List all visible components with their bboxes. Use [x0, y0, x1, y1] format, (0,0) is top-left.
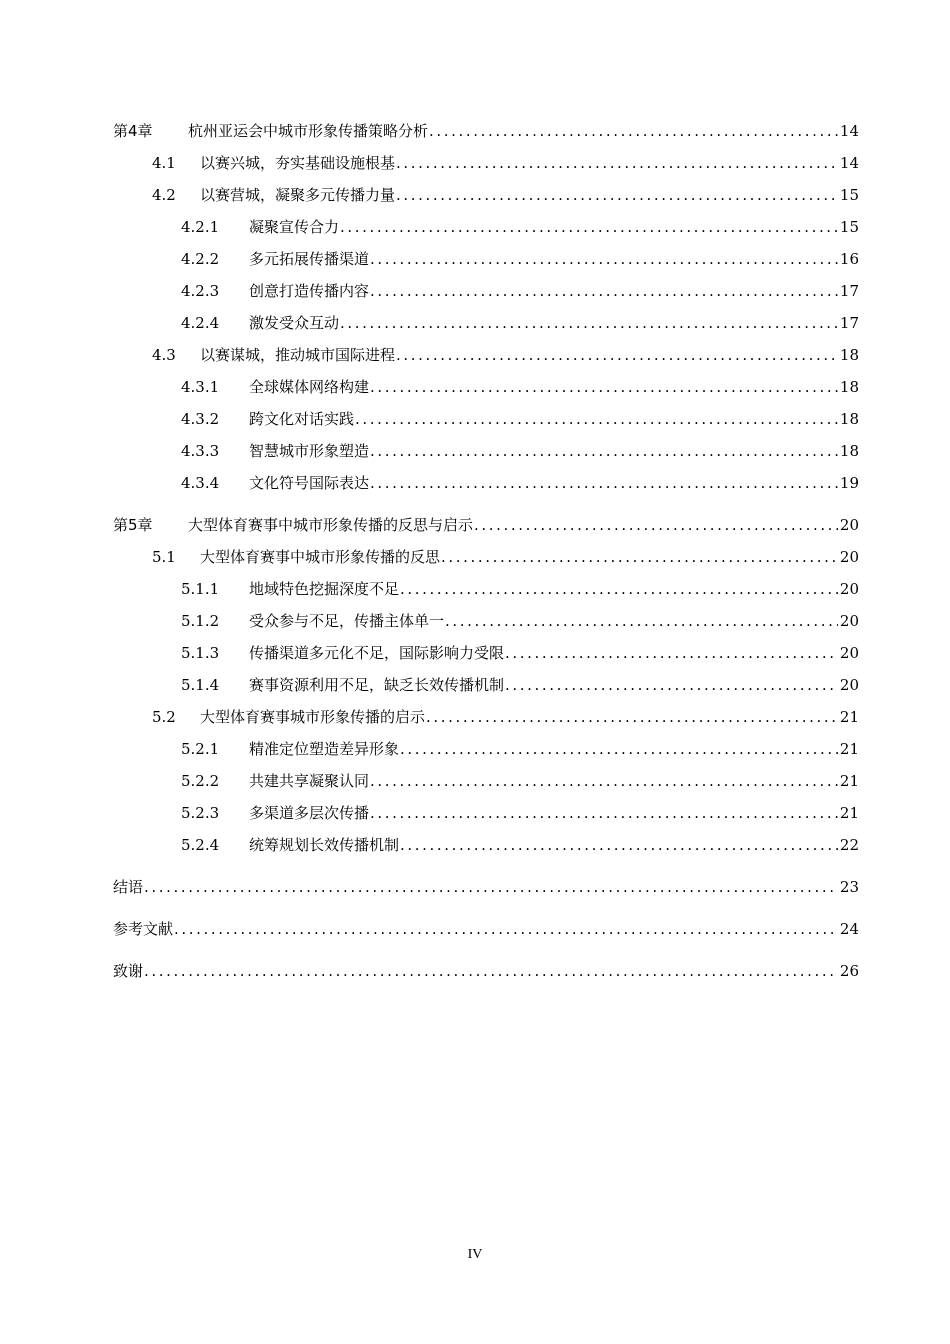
toc-entry-title: 精准定位塑造差异形象 — [249, 740, 400, 758]
toc-entry[interactable] — [113, 509, 859, 541]
toc-entry-title: 参考文献 — [113, 920, 174, 938]
toc-entry-page: 24 — [839, 920, 859, 938]
toc-entry-title: 杭州亚运会中城市形象传播策略分析 — [188, 122, 429, 140]
toc-entry-page: 20 — [839, 516, 859, 534]
page-number: IV — [467, 1247, 483, 1262]
toc-dot-leader — [505, 669, 838, 701]
toc-dot-leader — [400, 829, 838, 861]
toc-entry-title: 多元拓展传播渠道 — [249, 250, 370, 268]
toc-dot-leader — [370, 371, 838, 403]
toc-entry-title: 传播渠道多元化不足，国际影响力受限 — [249, 644, 505, 662]
toc-dot-leader — [355, 403, 838, 435]
toc-entry-page: 20 — [839, 580, 859, 598]
toc-entry-number: 4.2.1 — [181, 218, 220, 236]
toc-entry-page: 15 — [839, 218, 859, 236]
toc-entry-title: 以赛兴城，夯实基础设施根基 — [200, 154, 396, 172]
toc-entry-number: 5.1 — [152, 548, 176, 566]
toc-dot-leader — [370, 435, 838, 467]
toc-entry[interactable] — [113, 765, 859, 797]
toc-entry-number: 4.2.2 — [181, 250, 220, 268]
toc-dot-leader — [429, 115, 838, 147]
toc-entry-number: 5.1.2 — [181, 612, 220, 630]
toc-entry-page: 21 — [839, 708, 859, 726]
toc-dot-leader — [400, 733, 838, 765]
toc-entry-number: 4.3.1 — [181, 378, 220, 396]
toc-dot-leader — [174, 913, 838, 945]
toc-entry-number: 5.2.4 — [181, 836, 220, 854]
toc-dot-leader — [474, 509, 838, 541]
toc-entry-title: 赛事资源利用不足，缺乏长效传播机制 — [249, 676, 505, 694]
toc-entry-number: 4.2 — [152, 186, 176, 204]
toc-entry-title: 以赛谋城，推动城市国际进程 — [200, 346, 396, 364]
toc-dot-leader — [370, 765, 838, 797]
toc-entry[interactable] — [113, 637, 859, 669]
toc-dot-leader — [370, 467, 838, 499]
toc-entry[interactable] — [113, 913, 859, 945]
toc-entry[interactable] — [113, 435, 859, 467]
toc-entry-page: 23 — [839, 878, 859, 896]
toc-entry-title: 致谢 — [113, 962, 144, 980]
toc-entry-page: 20 — [839, 644, 859, 662]
toc-entry-page: 21 — [839, 804, 859, 822]
toc-entry-page: 18 — [839, 346, 859, 364]
toc-entry-number: 5.2.3 — [181, 804, 220, 822]
toc-entry[interactable] — [113, 541, 859, 573]
toc-entry-page: 20 — [839, 676, 859, 694]
toc-entry-title: 全球媒体网络构建 — [249, 378, 370, 396]
toc-entry-page: 17 — [839, 282, 859, 300]
toc-entry-number: 5.1.3 — [181, 644, 220, 662]
toc-entry-number: 5.2.2 — [181, 772, 220, 790]
toc-entry[interactable] — [113, 871, 859, 903]
toc-dot-leader — [445, 605, 838, 637]
toc-entry-page: 26 — [839, 962, 859, 980]
toc-entry[interactable] — [113, 147, 859, 179]
toc-dot-leader — [340, 211, 838, 243]
toc-entry-number: 4.3.2 — [181, 410, 220, 428]
toc-entry[interactable] — [113, 605, 859, 637]
toc-entry-title: 共建共享凝聚认同 — [249, 772, 370, 790]
toc-entry-number: 5.2.1 — [181, 740, 220, 758]
toc-entry[interactable] — [113, 307, 859, 339]
toc-entry-page: 20 — [839, 612, 859, 630]
toc-entry-page: 19 — [839, 474, 859, 492]
toc-entry-title: 地域特色挖掘深度不足 — [249, 580, 400, 598]
toc-entry-number: 4.3.3 — [181, 442, 220, 460]
toc-entry-title: 以赛营城，凝聚多元传播力量 — [200, 186, 396, 204]
toc-entry[interactable] — [113, 211, 859, 243]
toc-dot-leader — [396, 179, 838, 211]
toc-entry[interactable] — [113, 829, 859, 861]
toc-entry-number: 第5章 — [113, 516, 153, 534]
toc-entry[interactable] — [113, 701, 859, 733]
toc-dot-leader — [370, 275, 838, 307]
toc-entry-page: 14 — [839, 154, 859, 172]
toc-entry[interactable] — [113, 371, 859, 403]
toc-entry-title: 文化符号国际表达 — [249, 474, 370, 492]
toc-dot-leader — [340, 307, 838, 339]
toc-entry-title: 激发受众互动 — [249, 314, 340, 332]
toc-entry-page: 20 — [839, 548, 859, 566]
toc-entry-title: 创意打造传播内容 — [249, 282, 370, 300]
toc-dot-leader — [400, 573, 838, 605]
toc-dot-leader — [144, 871, 838, 903]
table-of-contents — [113, 115, 859, 987]
toc-entry-title: 结语 — [113, 878, 144, 896]
toc-entry-title: 凝聚宣传合力 — [249, 218, 340, 236]
toc-entry-page: 18 — [839, 442, 859, 460]
toc-entry[interactable] — [113, 669, 859, 701]
toc-dot-leader — [505, 637, 838, 669]
toc-entry-number: 4.3.4 — [181, 474, 220, 492]
toc-dot-leader — [441, 541, 838, 573]
toc-entry[interactable] — [113, 573, 859, 605]
toc-dot-leader — [144, 955, 838, 987]
toc-dot-leader — [396, 147, 838, 179]
toc-entry[interactable] — [113, 275, 859, 307]
toc-entry[interactable] — [113, 467, 859, 499]
toc-dot-leader — [426, 701, 838, 733]
toc-entry-number: 5.1.1 — [181, 580, 220, 598]
toc-entry-number: 第4章 — [113, 122, 153, 140]
toc-entry-number: 4.2.4 — [181, 314, 220, 332]
toc-dot-leader — [370, 797, 838, 829]
toc-entry-title: 多渠道多层次传播 — [249, 804, 370, 822]
toc-entry-page: 18 — [839, 410, 859, 428]
toc-entry-title: 智慧城市形象塑造 — [249, 442, 370, 460]
toc-entry-title: 统筹规划长效传播机制 — [249, 836, 400, 854]
toc-entry-title: 受众参与不足，传播主体单一 — [249, 612, 445, 630]
toc-entry[interactable] — [113, 115, 859, 147]
toc-entry-number: 5.1.4 — [181, 676, 220, 694]
toc-entry-title: 大型体育赛事城市形象传播的启示 — [200, 708, 426, 726]
toc-entry[interactable] — [113, 243, 859, 275]
toc-entry-number: 4.1 — [152, 154, 176, 172]
toc-entry[interactable] — [113, 733, 859, 765]
toc-entry-number: 4.2.3 — [181, 282, 220, 300]
toc-dot-leader — [396, 339, 838, 371]
toc-entry[interactable] — [113, 339, 859, 371]
toc-entry-page: 16 — [839, 250, 859, 268]
toc-entry[interactable] — [113, 955, 859, 987]
toc-entry-page: 15 — [839, 186, 859, 204]
toc-entry[interactable] — [113, 403, 859, 435]
toc-entry-page: 21 — [839, 772, 859, 790]
toc-entry-page: 14 — [839, 122, 859, 140]
toc-entry[interactable] — [113, 179, 859, 211]
toc-entry-page: 22 — [839, 836, 859, 854]
toc-entry-number: 5.2 — [152, 708, 176, 726]
toc-entry-number: 4.3 — [152, 346, 176, 364]
toc-entry-title: 跨文化对话实践 — [249, 410, 355, 428]
toc-entry-page: 21 — [839, 740, 859, 758]
toc-entry-title: 大型体育赛事中城市形象传播的反思与启示 — [188, 516, 474, 534]
toc-entry-page: 17 — [839, 314, 859, 332]
toc-entry-page: 18 — [839, 378, 859, 396]
toc-entry[interactable] — [113, 797, 859, 829]
toc-entry-title: 大型体育赛事中城市形象传播的反思 — [200, 548, 441, 566]
toc-dot-leader — [370, 243, 838, 275]
